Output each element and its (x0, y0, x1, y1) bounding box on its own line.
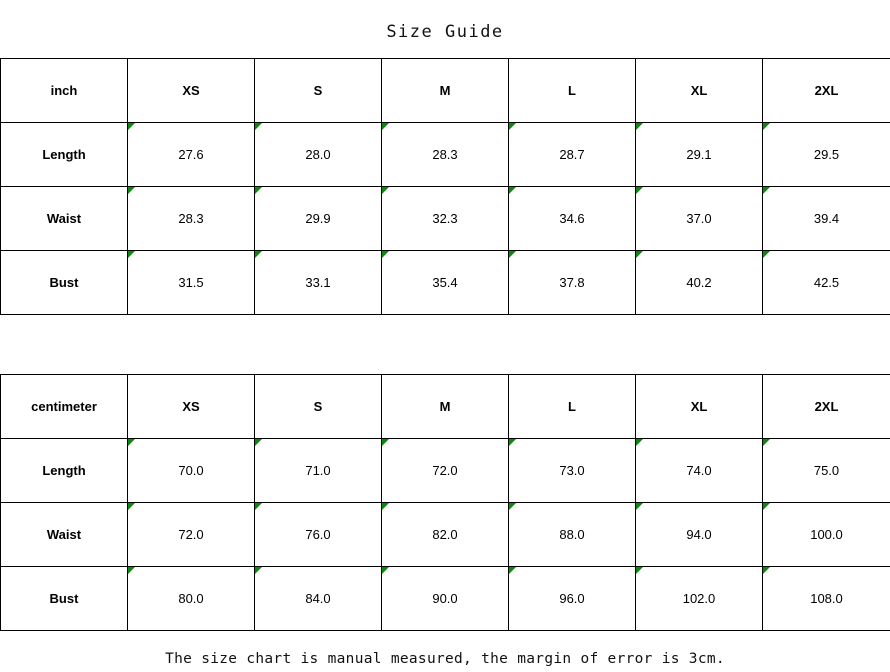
table-row (1, 123, 890, 187)
column-header: XL (636, 59, 763, 123)
measurement-cell: 76.0 (255, 503, 382, 567)
measurement-cell: 96.0 (509, 567, 636, 631)
table-row (1, 503, 890, 567)
size-table-centimeter (0, 374, 890, 631)
measurement-cell: 33.1 (255, 251, 382, 315)
column-header: XL (636, 375, 763, 439)
measurement-cell: 88.0 (509, 503, 636, 567)
row-label: Bust (1, 567, 128, 631)
measurement-cell: 37.8 (509, 251, 636, 315)
size-table-inch (0, 58, 890, 315)
table-row (1, 439, 890, 503)
row-label: Length (1, 439, 128, 503)
measurement-cell: 29.1 (636, 123, 763, 187)
measurement-cell: 40.2 (636, 251, 763, 315)
column-header: S (255, 59, 382, 123)
column-header: M (382, 375, 509, 439)
table-header-row (1, 59, 890, 123)
measurement-disclaimer: The size chart is manual measured, the margin of error is 3cm. (165, 651, 725, 667)
table-header-row (1, 375, 890, 439)
measurement-cell: 29.5 (763, 123, 890, 187)
table-row (1, 251, 890, 315)
measurement-cell: 84.0 (255, 567, 382, 631)
measurement-cell: 71.0 (255, 439, 382, 503)
unit-label-centimeter: centimeter (1, 375, 128, 439)
column-header: L (509, 59, 636, 123)
measurement-cell: 90.0 (382, 567, 509, 631)
measurement-cell: 32.3 (382, 187, 509, 251)
measurement-cell: 28.3 (382, 123, 509, 187)
measurement-cell: 37.0 (636, 187, 763, 251)
row-label: Length (1, 123, 128, 187)
measurement-cell: 72.0 (382, 439, 509, 503)
row-label: Waist (1, 503, 128, 567)
measurement-cell: 35.4 (382, 251, 509, 315)
measurement-cell: 29.9 (255, 187, 382, 251)
measurement-cell: 100.0 (763, 503, 890, 567)
measurement-cell: 31.5 (128, 251, 255, 315)
column-header: XS (128, 59, 255, 123)
measurement-cell: 73.0 (509, 439, 636, 503)
measurement-cell: 72.0 (128, 503, 255, 567)
measurement-cell: 75.0 (763, 439, 890, 503)
column-header: L (509, 375, 636, 439)
measurement-cell: 102.0 (636, 567, 763, 631)
row-label: Bust (1, 251, 128, 315)
table-row (1, 187, 890, 251)
measurement-cell: 34.6 (509, 187, 636, 251)
row-label: Waist (1, 187, 128, 251)
measurement-cell: 42.5 (763, 251, 890, 315)
table-spacer (0, 315, 890, 374)
page-title: Size Guide (386, 22, 504, 42)
column-header: XS (128, 375, 255, 439)
column-header: M (382, 59, 509, 123)
table-row (1, 567, 890, 631)
measurement-cell: 70.0 (128, 439, 255, 503)
column-header: 2XL (763, 59, 890, 123)
measurement-cell: 28.3 (128, 187, 255, 251)
measurement-cell: 80.0 (128, 567, 255, 631)
column-header: S (255, 375, 382, 439)
measurement-cell: 82.0 (382, 503, 509, 567)
measurement-cell: 28.0 (255, 123, 382, 187)
measurement-cell: 28.7 (509, 123, 636, 187)
unit-label-inch: inch (1, 59, 128, 123)
measurement-cell: 108.0 (763, 567, 890, 631)
measurement-cell: 39.4 (763, 187, 890, 251)
measurement-cell: 74.0 (636, 439, 763, 503)
measurement-cell: 94.0 (636, 503, 763, 567)
measurement-cell: 27.6 (128, 123, 255, 187)
column-header: 2XL (763, 375, 890, 439)
